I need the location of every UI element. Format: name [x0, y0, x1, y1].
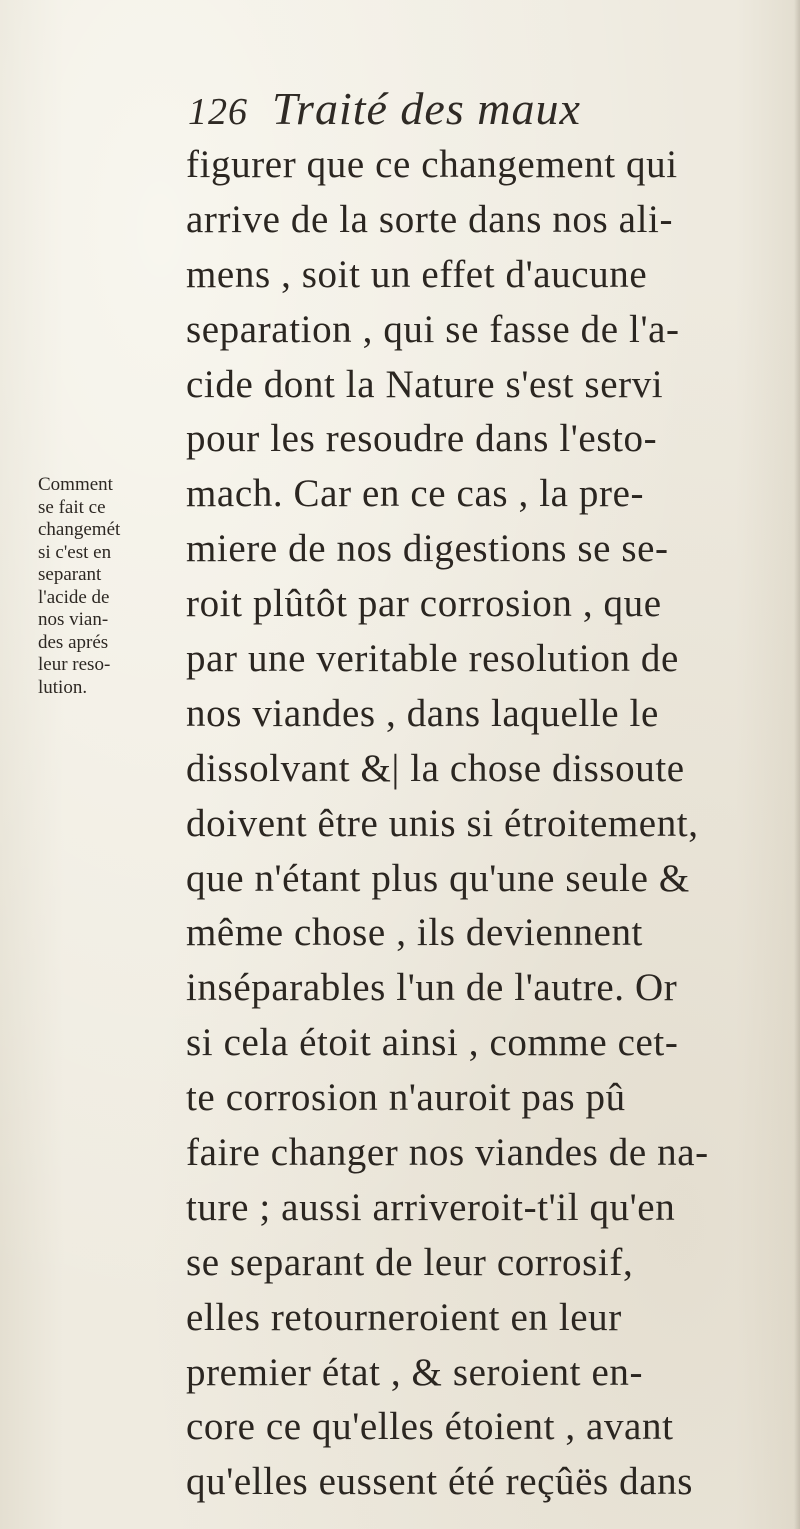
text-line: dissolvant &| la chose dissoute: [186, 746, 685, 790]
margin-note-line: lution.: [38, 676, 88, 698]
text-line: te corrosion n'auroit pas pû: [186, 1076, 626, 1120]
running-title: Traité des maux: [272, 83, 581, 134]
margin-note-line: nos vian-: [38, 609, 109, 630]
body-text: [186, 138, 766, 1510]
margin-note-line: l'acide de: [38, 586, 110, 608]
margin-note-line: separant: [38, 564, 102, 585]
text-line: mach. Car en ce cas , la pre-: [186, 472, 645, 516]
margin-note: [38, 474, 178, 699]
text-line: par une veritable resolution de: [186, 637, 679, 681]
text-line: même chose , ils deviennent: [186, 911, 643, 955]
text-line: doivent être unis si étroitement,: [186, 801, 699, 845]
text-line: elles retourneroient en leur: [186, 1295, 622, 1339]
page-edge-shadow: [794, 0, 800, 1529]
margin-note-line: des aprés: [38, 631, 109, 653]
text-line: se separant de leur corrosif,: [186, 1240, 634, 1284]
margin-note-line: si c'est en: [38, 541, 112, 563]
text-line: core ce qu'elles étoient , avant: [186, 1405, 674, 1449]
text-line: qu'elles eussent été reçûës dans: [186, 1460, 694, 1504]
text-line: separation , qui se fasse de l'a-: [186, 307, 680, 351]
text-line: figurer que ce changement qui: [186, 143, 678, 186]
margin-note-line: leur reso-: [38, 654, 111, 675]
running-head: [188, 82, 748, 142]
text-line: mens , soit un effet d'aucune: [186, 252, 648, 296]
margin-note-line: changemét: [38, 519, 121, 540]
text-line: ture ; aussi arriveroit-t'il qu'en: [186, 1185, 676, 1229]
text-line: si cela étoit ainsi , comme cet-: [186, 1021, 679, 1065]
text-line: faire changer nos viandes de na-: [186, 1131, 709, 1175]
text-line: pour les resoudre dans l'esto-: [186, 417, 658, 461]
text-line: que n'étant plus qu'une seule &: [186, 856, 690, 900]
margin-note-line: Comment: [38, 474, 113, 495]
margin-note-line: se fait ce: [38, 496, 106, 518]
text-line: inséparables l'un de l'autre. Or: [186, 966, 678, 1010]
text-line: roit plûtôt par corrosion , que: [186, 582, 662, 626]
text-line: cide dont la Nature s'est servi: [186, 362, 664, 406]
text-line: premier état , & seroient en-: [186, 1350, 644, 1394]
text-line: miere de nos digestions se se-: [186, 527, 669, 571]
page-number: 126: [188, 91, 248, 133]
text-line: arrive de la sorte dans nos ali-: [186, 197, 674, 241]
text-line: nos viandes , dans laquelle le: [186, 691, 659, 735]
